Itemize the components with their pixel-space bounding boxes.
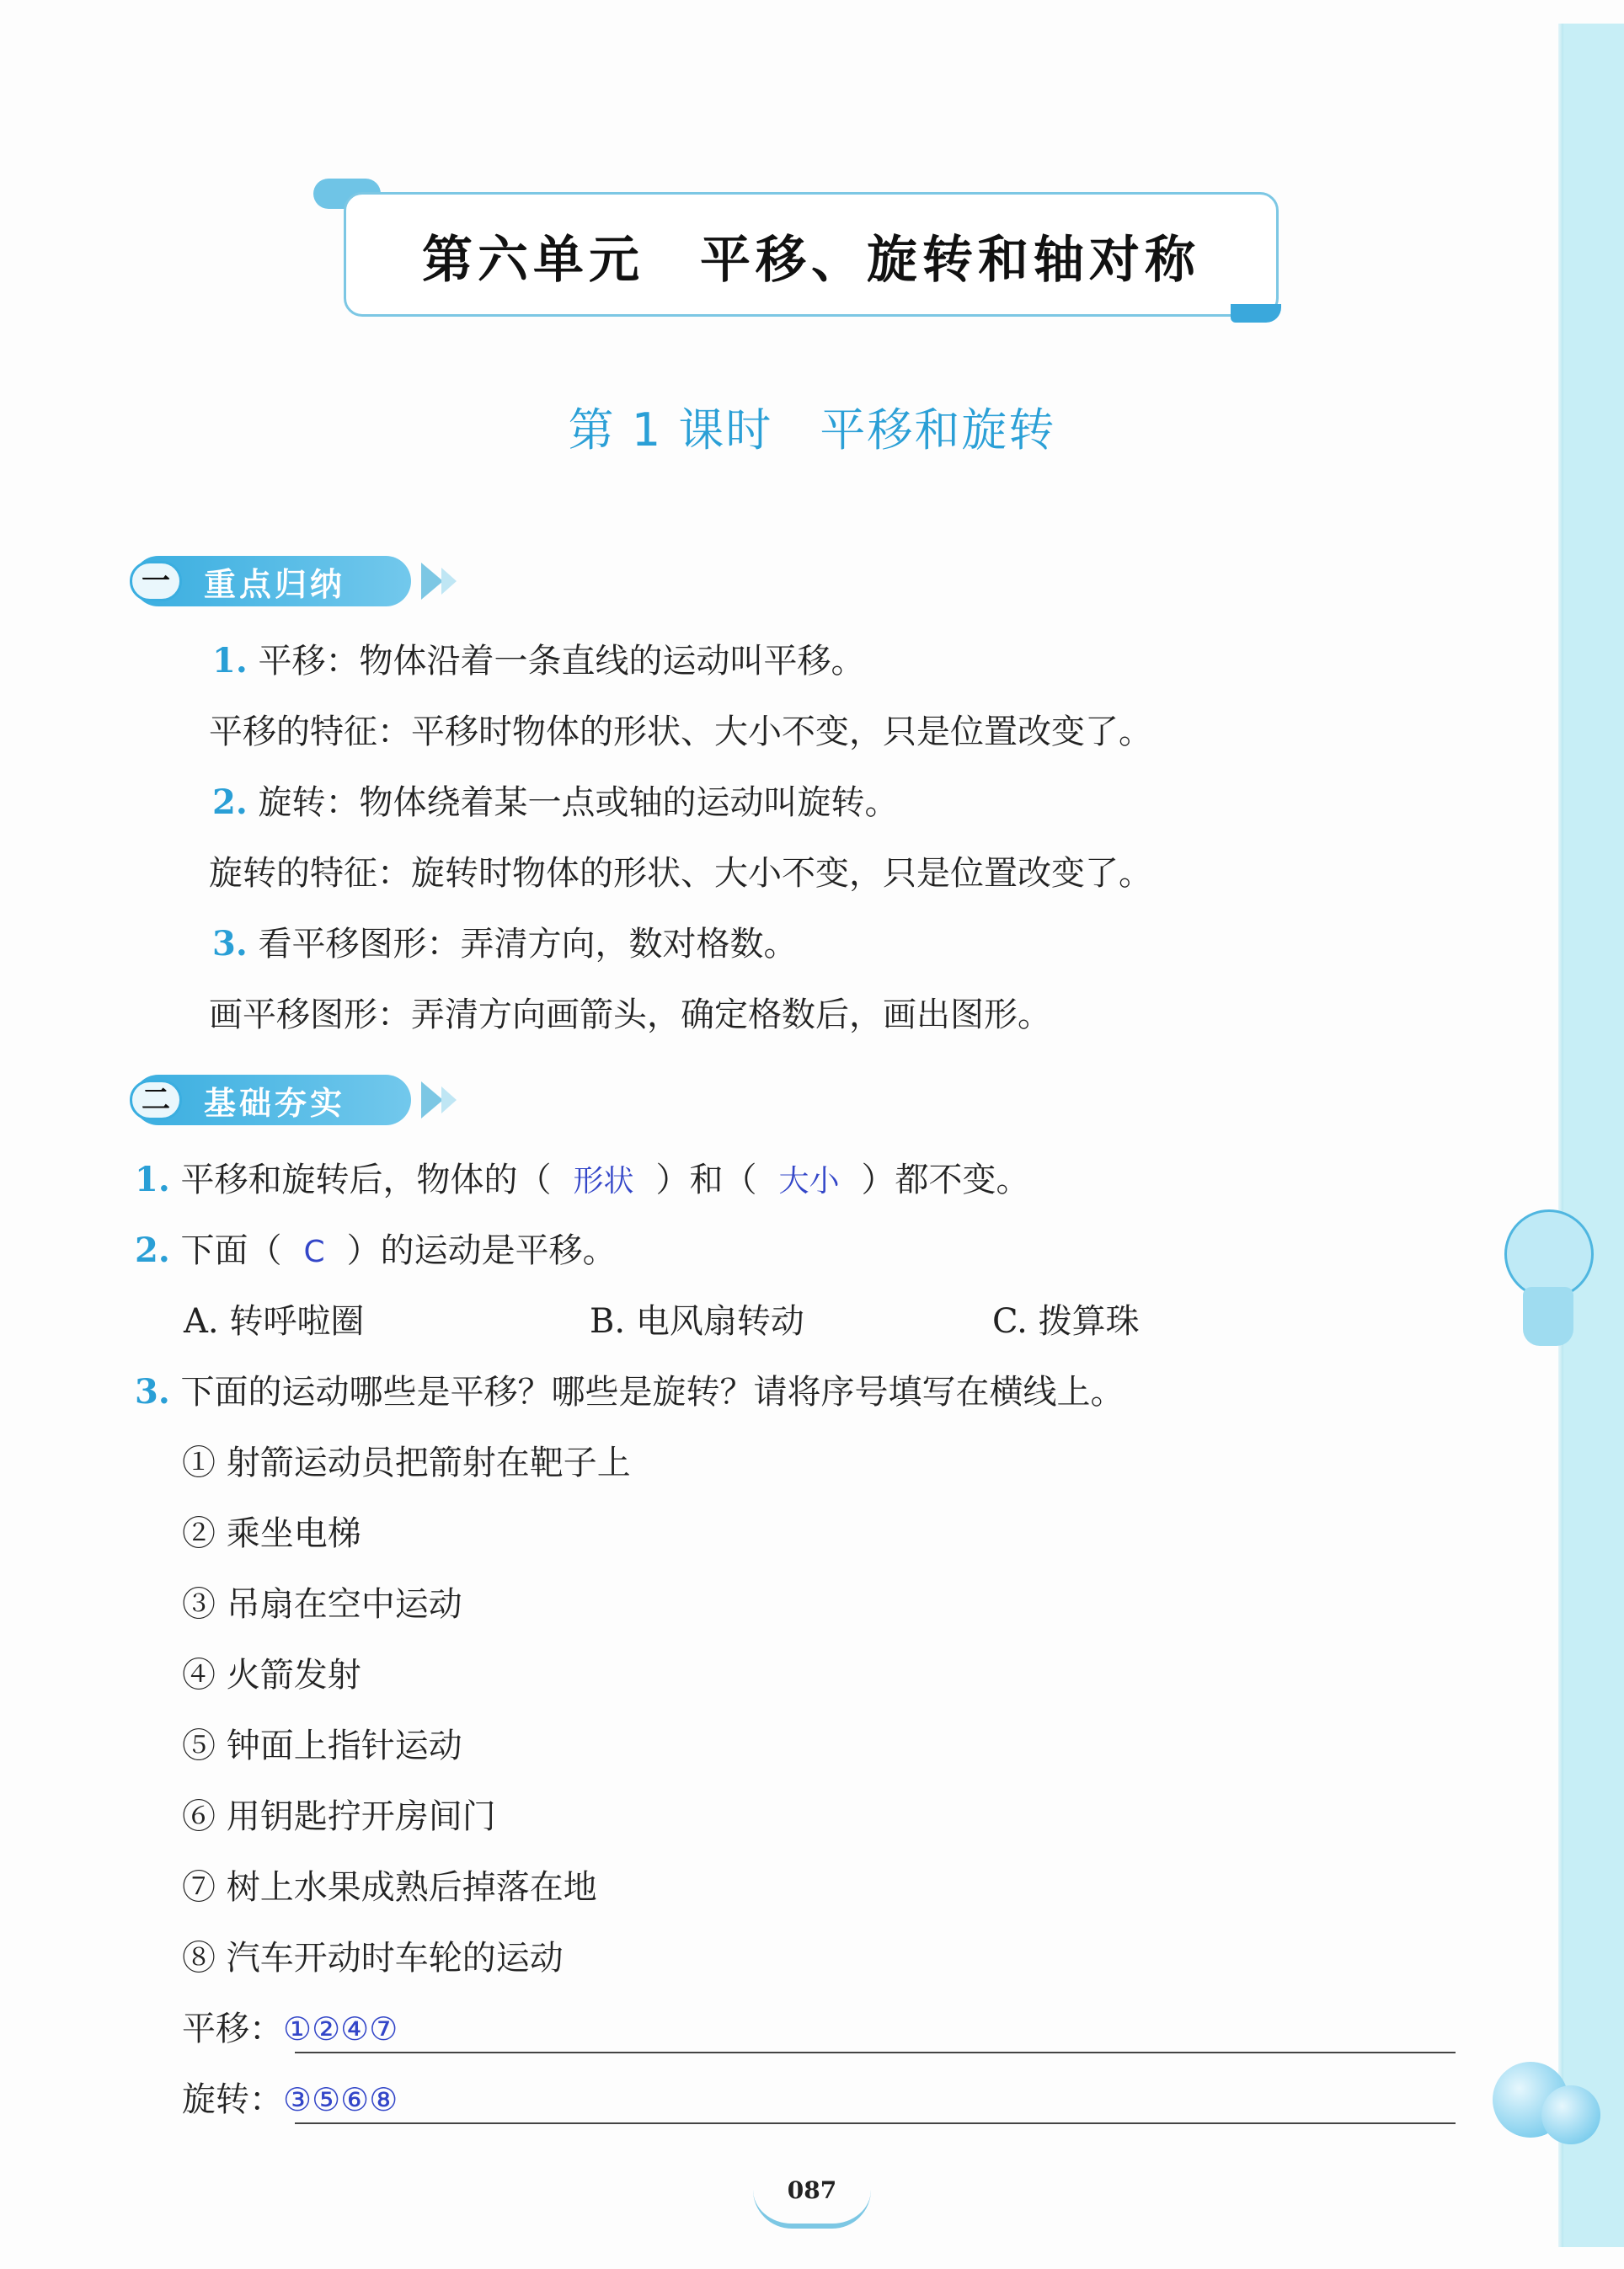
section-label: 重点归纳: [204, 565, 346, 603]
answer-shape: 形状: [573, 1164, 634, 1199]
rotation-answer: ③⑤⑥⑧: [283, 2081, 398, 2118]
rotation-answer-row: [182, 2077, 398, 2122]
question-text: ）和（: [655, 1161, 757, 1199]
question-text: 平移和旋转后，物体的（: [180, 1161, 552, 1199]
point-number: 2.: [212, 782, 248, 822]
page-edge-decoration: [1563, 24, 1624, 2247]
question-text: 下面（: [180, 1231, 282, 1270]
arrow-icon-secondary: [441, 568, 457, 595]
list-item: ② 乘坐电梯: [182, 1514, 361, 1553]
summary-point-1: [212, 638, 864, 684]
option-a: A. 转呼啦圈: [184, 1302, 365, 1341]
option-b: B. 电风扇转动: [590, 1302, 804, 1341]
question-text: ）的运动是平移。: [346, 1231, 617, 1270]
translation-answer-row: [182, 2006, 398, 2052]
rotation-label: 旋转：: [182, 2080, 283, 2119]
question-3: [135, 1369, 1124, 1415]
list-item: ① 射箭运动员把箭射在靶子上: [182, 1444, 631, 1482]
rotation-answer-line: [295, 2122, 1456, 2124]
summary-point-3: [212, 921, 797, 967]
question-number: 2.: [135, 1231, 170, 1270]
summary-draw: 画平移图形：弄清方向画箭头，确定格数后，画出图形。: [209, 996, 1051, 1034]
page-number: 087: [787, 2176, 837, 2204]
list-item: ⑦ 树上水果成熟后掉落在地: [182, 1868, 597, 1907]
list-item: ④ 火箭发射: [182, 1656, 361, 1695]
balloon-icon-small: [1541, 2085, 1600, 2144]
point-number: 1.: [212, 641, 248, 681]
girl-illustration-icon: [1504, 1209, 1594, 1299]
point-text: 旋转：物体绕着某一点或轴的运动叫旋转。: [258, 783, 899, 822]
list-item: ⑤ 钟面上指针运动: [182, 1727, 462, 1765]
section-number: 二: [130, 1080, 182, 1120]
list-item: ③ 吊扇在空中运动: [182, 1585, 462, 1624]
translation-answer: ①②④⑦: [283, 2010, 398, 2047]
girl-body-icon: [1523, 1287, 1573, 1346]
unit-banner: [344, 192, 1279, 317]
question-number: 3.: [135, 1372, 170, 1412]
section-badge-summary: [133, 556, 411, 606]
summary-feature-1: 平移的特征：平移时物体的形状、大小不变，只是位置改变了。: [209, 713, 1152, 751]
translation-answer-line: [295, 2052, 1456, 2053]
banner-tail: [1231, 304, 1281, 323]
arrow-icon-secondary: [441, 1086, 457, 1113]
section-badge-practice: [133, 1075, 411, 1125]
lesson-title: 第 1 课时 平移和旋转: [568, 403, 1056, 456]
arrow-icon: [421, 563, 443, 600]
section-label: 基础夯实: [204, 1084, 346, 1122]
question-1: [135, 1157, 1030, 1204]
answer-choice: C: [303, 1235, 325, 1269]
question-number: 1.: [135, 1160, 170, 1199]
summary-point-2: [212, 780, 898, 825]
option-c: C. 拨算珠: [992, 1302, 1140, 1341]
point-number: 3.: [212, 924, 248, 964]
unit-title: 第六单元 平移、旋转和轴对称: [422, 231, 1200, 290]
arrow-icon: [421, 1081, 443, 1118]
list-item: ⑥ 用钥匙拧开房间门: [182, 1797, 496, 1836]
section-number: 一: [130, 561, 182, 601]
answer-size: 大小: [778, 1164, 840, 1199]
list-item: ⑧ 汽车开动时车轮的运动: [182, 1939, 564, 1978]
summary-feature-2: 旋转的特征：旋转时物体的形状、大小不变，只是位置改变了。: [209, 854, 1152, 893]
question-2: [135, 1228, 617, 1275]
page-edge-shadow: [1558, 24, 1563, 2247]
translation-label: 平移：: [182, 2010, 283, 2048]
question-text: 下面的运动哪些是平移？哪些是旋转？请将序号填写在横线上。: [180, 1373, 1125, 1412]
question-text: ）都不变。: [861, 1161, 1030, 1199]
point-text: 看平移图形：弄清方向，数对格数。: [258, 925, 798, 964]
point-text: 平移：物体沿着一条直线的运动叫平移。: [258, 642, 865, 681]
